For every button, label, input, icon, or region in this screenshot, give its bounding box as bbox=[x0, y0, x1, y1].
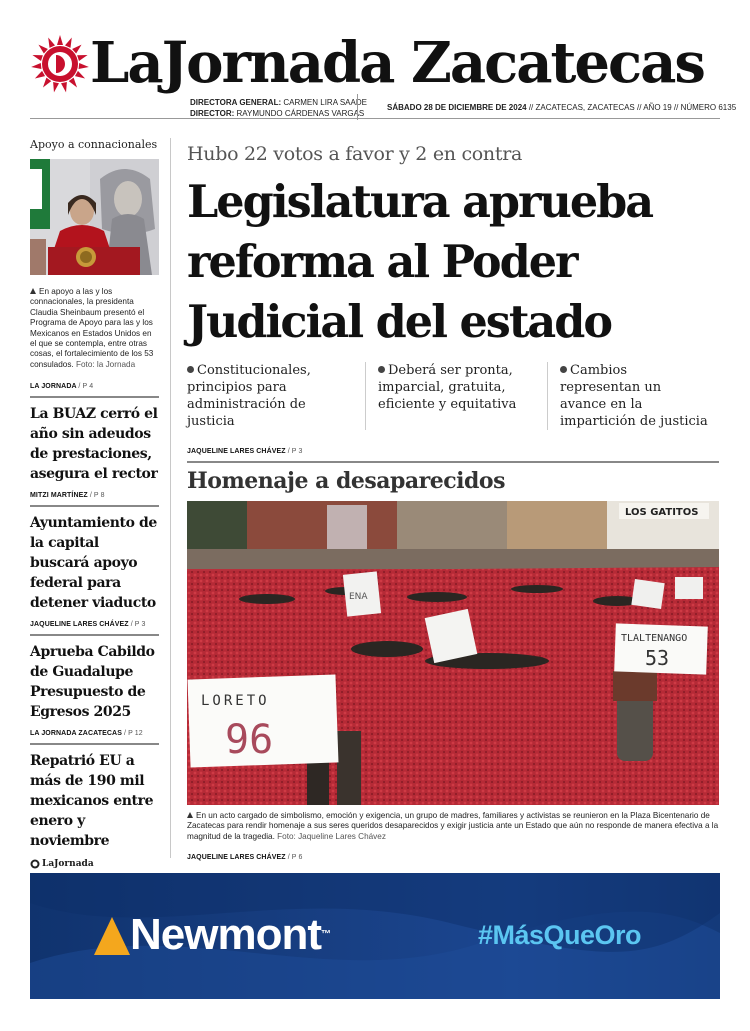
ad-brand bbox=[130, 907, 330, 963]
store-sign-text: LOS GATITOS bbox=[625, 507, 699, 518]
edition-line bbox=[387, 102, 736, 113]
byline-page: / P 3 bbox=[287, 448, 303, 455]
feature-byline bbox=[187, 854, 719, 861]
sun-logo-icon bbox=[30, 859, 40, 869]
bullet-dot-icon bbox=[560, 366, 567, 373]
ad-tagline: #MásQueOro bbox=[478, 920, 642, 950]
feature-headline[interactable]: Homenaje a desaparecidos bbox=[187, 468, 505, 494]
lead-bullet bbox=[187, 362, 365, 430]
sidebar-story[interactable] bbox=[30, 404, 159, 507]
caption-triangle-icon bbox=[30, 288, 36, 294]
lead-byline bbox=[187, 448, 719, 463]
sign-loreto-line1: LORETO bbox=[201, 693, 270, 709]
lead-headline[interactable]: Legislatura aprueba reforma al Poder Judicial del estado bbox=[187, 176, 653, 348]
footer-brand bbox=[30, 859, 159, 869]
sidebar-story[interactable] bbox=[30, 751, 159, 851]
sidebar-caption-byline bbox=[30, 383, 159, 398]
sidebar-caption-text: En apoyo a las y los connacionales, la presidenta Claudia Sheinbaum presentó el Programa de Apoyo para las y los Mexicanos en Estados Unidos en el que se contempla, entre otras cosas, el fortalecimiento de los 53 consulados. bbox=[30, 287, 154, 369]
newmont-n-mark-icon bbox=[92, 913, 132, 957]
masthead bbox=[30, 26, 737, 120]
director-general-name: CARMEN LIRA SAADE bbox=[283, 98, 367, 107]
story-byline bbox=[30, 730, 159, 745]
edition-info: // ZACATECAS, ZACATECAS // AÑO 19 // NÚMERO 6135 bbox=[528, 103, 737, 112]
newspaper-name: LaJornada Zacatecas bbox=[90, 30, 704, 96]
directors bbox=[190, 97, 367, 119]
small-sign-text: ENA bbox=[349, 592, 368, 602]
masthead-separator bbox=[357, 94, 358, 120]
bullet-text: Deberá ser pronta, imparcial, gratuita, eficiente y equitativa bbox=[378, 363, 517, 412]
byline-page: / P 6 bbox=[287, 854, 303, 862]
story-headline[interactable]: La BUAZ cerró el año sin adeudos de prestaciones, asegura el rector bbox=[30, 406, 158, 483]
lead-kicker: Hubo 22 votos a favor y 2 en contra bbox=[187, 143, 523, 165]
feature-caption-credit: Foto: Jaqueline Lares Chávez bbox=[277, 831, 386, 841]
sun-logo-icon bbox=[30, 34, 90, 94]
footer-brand-text: LaJornada bbox=[42, 859, 94, 870]
sidebar-story[interactable] bbox=[30, 642, 159, 745]
column-divider bbox=[170, 138, 171, 858]
sidebar bbox=[30, 138, 159, 869]
director-label: DIRECTOR: bbox=[190, 109, 235, 118]
story-byline bbox=[30, 492, 159, 507]
story-headline[interactable]: Ayuntamiento de la capital buscará apoyo federal para detener viaducto bbox=[30, 515, 157, 612]
newmont-ad[interactable] bbox=[30, 873, 720, 999]
photo-illustration bbox=[187, 501, 719, 805]
lead-bullets bbox=[187, 362, 719, 430]
story-headline[interactable]: Repatrió EU a más de 190 mil mexicanos entre enero y noviembre bbox=[30, 753, 154, 850]
sidebar-photo-caption bbox=[30, 287, 159, 370]
sidebar-kicker: Apoyo a connacionales bbox=[30, 138, 158, 151]
bullet-text: Constitucionales, principios para administración de justicia bbox=[187, 363, 311, 429]
byline-page: / P 8 bbox=[89, 492, 105, 500]
homenaje-photo[interactable] bbox=[187, 501, 719, 805]
lead-bullet bbox=[365, 362, 547, 430]
byline-page: / P 12 bbox=[124, 730, 143, 738]
feature-caption-text: En un acto cargado de simbolismo, emoción y exigencia, un grupo de madres, familiares y activistas se reunieron en la Plaza Bicentenario de Zacatecas para rendir homenaje a sus seres queridos desaparecidos y exigir justicia ante un Estado que aún no responde de manera efectiva a la magnitud de la tragedia. bbox=[187, 811, 719, 841]
byline-page: / P 3 bbox=[130, 621, 146, 629]
byline-author: JAQUELINE LARES CHÁVEZ bbox=[187, 854, 286, 862]
edition-date: SÁBADO 28 DE DICIEMBRE DE 2024 bbox=[387, 103, 527, 112]
bullet-text: Cambios representan un avance en la impartición de justicia bbox=[560, 363, 708, 429]
sheinbaum-photo[interactable] bbox=[30, 159, 159, 275]
sign-loreto-line2: 96 bbox=[225, 717, 274, 763]
byline-author: LA JORNADA ZACATECAS bbox=[30, 730, 122, 738]
byline-author: JAQUELINE LARES CHÁVEZ bbox=[187, 448, 286, 455]
byline-author: JAQUELINE LARES CHÁVEZ bbox=[30, 621, 129, 629]
director-name: RAYMUNDO CÁRDENAS VARGAS bbox=[236, 109, 365, 118]
story-headline[interactable]: Aprueba Cabildo de Guadalupe Presupuesto de Egresos 2025 bbox=[30, 644, 155, 721]
byline-author: LA JORNADA bbox=[30, 383, 77, 391]
story-byline bbox=[30, 621, 159, 636]
byline-page: / P 4 bbox=[78, 383, 94, 391]
sign-tlaltenango-line1: TLALTENANGO bbox=[621, 633, 688, 644]
bullet-dot-icon bbox=[378, 366, 385, 373]
caption-triangle-icon bbox=[187, 812, 193, 818]
byline-author: MITZI MARTÍNEZ bbox=[30, 492, 88, 500]
ad-trademark: ™ bbox=[321, 929, 330, 940]
ad-brand-name: Newmont bbox=[130, 910, 321, 959]
photo-illustration bbox=[30, 159, 159, 275]
feature-photo-caption bbox=[187, 811, 719, 842]
sidebar-story[interactable] bbox=[30, 513, 159, 636]
masthead-rule bbox=[30, 118, 720, 119]
director-general-label: DIRECTORA GENERAL: bbox=[190, 98, 282, 107]
bullet-dot-icon bbox=[187, 366, 194, 373]
sign-tlaltenango-line2: 53 bbox=[645, 646, 670, 670]
main-column bbox=[187, 140, 719, 861]
sidebar-caption-credit: Foto: la Jornada bbox=[75, 359, 136, 369]
lead-bullet bbox=[547, 362, 719, 430]
